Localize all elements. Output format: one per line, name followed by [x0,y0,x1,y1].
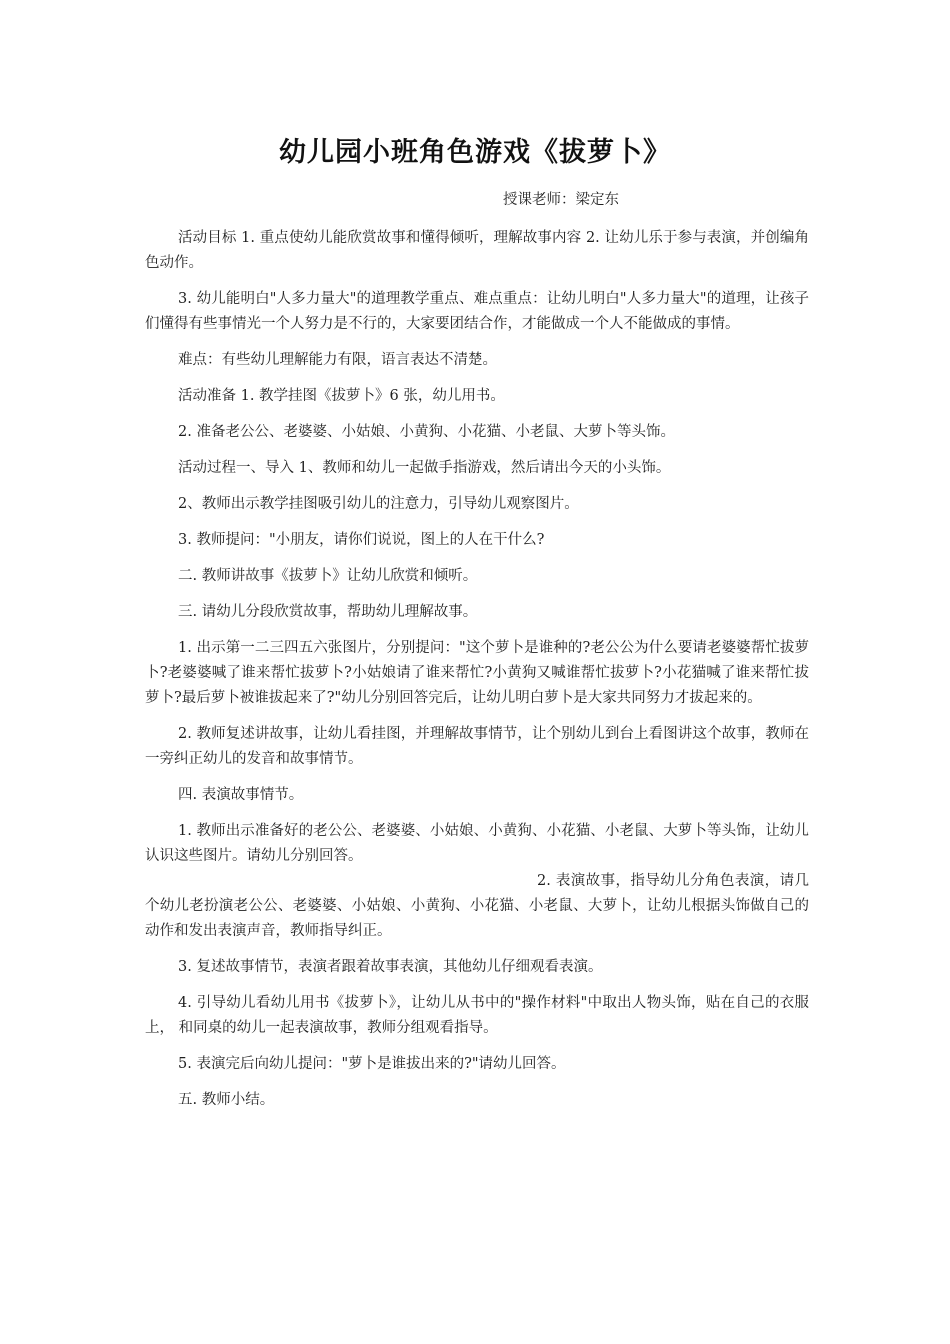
document-title: 幼儿园小班角色游戏《拔萝卜》 [279,137,671,168]
paragraph: 4. 引导幼儿看幼儿用书《拔萝卜》，让幼儿从书中的"操作材料"中取出人物头饰，贴在自己的衣服上， 和同桌的幼儿一起表演故事，教师分组观看指导。 [145,995,809,1036]
paragraph: 3. 教师提问："小朋友，请你们说说，图上的人在干什么? [178,532,545,548]
paragraph: 5. 表演完后向幼儿提问："萝卜是谁拔出来的?"请幼儿回答。 [178,1056,566,1072]
document-body [145,226,809,1124]
paragraph: 3. 复述故事情节，表演者跟着故事表演，其他幼儿仔细观看表演。 [178,959,603,975]
paragraph: 2. 准备老公公、老婆婆、小姑娘、小黄狗、小花猫、小老鼠、大萝卜等头饰。 [178,424,675,440]
paragraph: 2. 教师复述讲故事，让幼儿看挂图，并理解故事情节，让个别幼儿到台上看图讲这个故事，教师在一旁纠正幼儿的发音和故事情节。 [145,726,809,767]
paragraph: 2、教师出示教学挂图吸引幼儿的注意力，引导幼儿观察图片。 [178,496,579,512]
paragraph: 活动准备 1. 教学挂图《拔萝卜》6 张，幼儿用书。 [178,388,505,404]
paragraph: 五. 教师小结。 [178,1092,275,1108]
paragraph: 3. 幼儿能明白"人多力量大"的道理教学重点、难点重点：让幼儿明白"人多力量大"的道理，让孩子们懂得有些事情光一个人努力是不行的，大家要团结合作，才能做成一个人不能做成的事情。 [145,291,809,332]
paragraph: 1. 教师出示准备好的老公公、老婆婆、小姑娘、小黄狗、小花猫、小老鼠、大萝卜等头饰，让幼儿认识这些图片。请幼儿分别回答。 [145,823,809,864]
paragraph: 活动过程一、导入 1、教师和幼儿一起做手指游戏，然后请出今天的小头饰。 [178,460,671,476]
paragraph: 1. 出示第一二三四五六张图片，分别提问："这个萝卜是谁种的?老公公为什么要请老婆婆帮忙拔萝卜?老婆婆喊了谁来帮忙拔萝卜?小姑娘请了谁来帮忙?小黄狗又喊谁帮忙拔萝卜?小花猫喊了谁来帮忙拔萝卜?最后萝卜被谁拔起来了?"幼儿分别回答完后，让幼儿明白萝卜是大家共同努力才拔起来的。 [145,640,809,706]
paragraph: 2. 表演故事，指导幼儿分角色表演，请几个幼儿老扮演老公公、老婆婆、小姑娘、小黄狗、小花猫、小老鼠、大萝卜，让幼儿根据头饰做自己的动作和发出表演声音，教师指导纠正。 [145,873,809,939]
paragraph: 活动目标 1. 重点使幼儿能欣赏故事和懂得倾听，理解故事内容 2. 让幼儿乐于参与表演，并创编角色动作。 [145,230,809,271]
author-line: 授课老师：梁定东 [503,192,619,208]
paragraph: 四. 表演故事情节。 [178,787,304,803]
paragraph: 三. 请幼儿分段欣赏故事，帮助幼儿理解故事。 [178,604,478,620]
paragraph: 二. 教师讲故事《拔萝卜》让幼儿欣赏和倾听。 [178,568,478,584]
paragraph: 难点：有些幼儿理解能力有限，语言表达不清楚。 [178,352,497,368]
